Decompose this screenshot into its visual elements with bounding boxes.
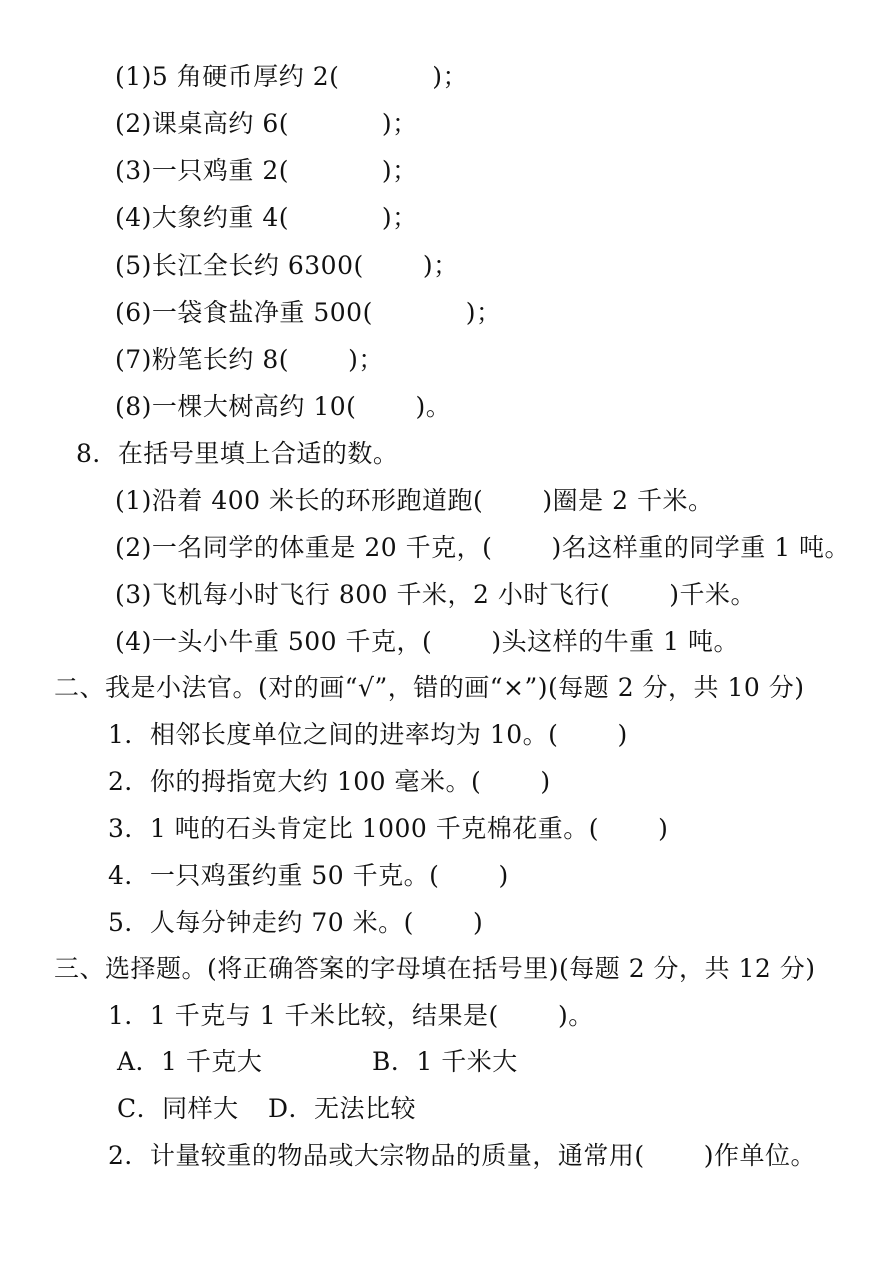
judge-item-5: 5．人每分钟走约 70 米。( )	[108, 908, 484, 937]
question-8-title: 8．在括号里填上合适的数。	[76, 439, 399, 468]
choice-option-b: B．1 千米大	[372, 1047, 518, 1076]
choice-question-2: 2．计量较重的物品或大宗物品的质量，通常用( )作单位。	[108, 1141, 817, 1170]
judge-item-3: 3．1 吨的石头肯定比 1000 千克棉花重。( )	[108, 814, 669, 843]
fill-item-2: (2)课桌高约 6( )；	[115, 109, 418, 138]
choice-option-d: D．无法比较	[268, 1094, 417, 1123]
fill-item-1: (1)5 角硬币厚约 2( )；	[115, 62, 469, 91]
choice-question-1: 1．1 千克与 1 千米比较，结果是( )。	[108, 1001, 594, 1030]
choice-option-a: A．1 千克大	[117, 1047, 263, 1076]
fill-item-5: (5)长江全长约 6300( )；	[115, 251, 459, 280]
judge-item-1: 1．相邻长度单位之间的进率均为 10。( )	[108, 720, 628, 749]
section-3-heading: 三、选择题。(将正确答案的字母填在括号里)(每题 2 分，共 12 分)	[54, 954, 816, 983]
fill-item-8: (8)一棵大树高约 10( )。	[115, 392, 452, 421]
question-8-item-2: (2)一名同学的体重是 20 千克，( )名这样重的同学重 1 吨。	[115, 533, 851, 562]
fill-item-7: (7)粉笔长约 8( )；	[115, 345, 384, 374]
judge-item-2: 2．你的拇指宽大约 100 毫米。( )	[108, 767, 551, 796]
question-8-item-1: (1)沿着 400 米长的环形跑道跑( )圈是 2 千米。	[115, 486, 714, 515]
question-8-item-4: (4)一头小牛重 500 千克，( )头这样的牛重 1 吨。	[115, 627, 739, 656]
fill-item-3: (3)一只鸡重 2( )；	[115, 156, 418, 185]
question-8-item-3: (3)飞机每小时飞行 800 千米，2 小时飞行( )千米。	[115, 580, 757, 609]
fill-item-6: (6)一袋食盐净重 500( )；	[115, 298, 502, 327]
section-2-heading: 二、我是小法官。(对的画“√”，错的画“×”)(每题 2 分，共 10 分)	[54, 673, 805, 702]
judge-item-4: 4．一只鸡蛋约重 50 千克。( )	[108, 861, 509, 890]
choice-option-c: C．同样大	[117, 1094, 239, 1123]
fill-item-4: (4)大象约重 4( )；	[115, 203, 418, 232]
